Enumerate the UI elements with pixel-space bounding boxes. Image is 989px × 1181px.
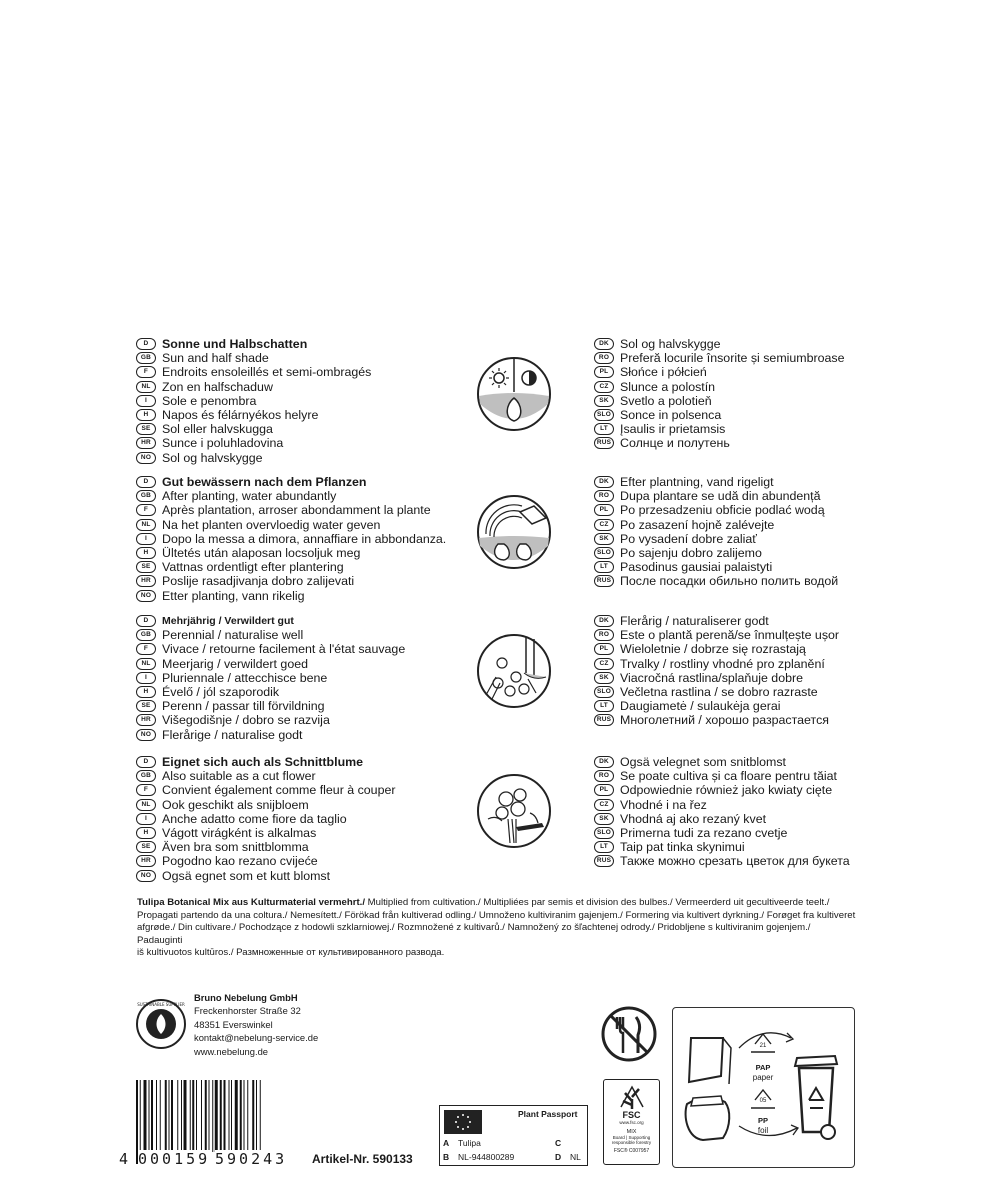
language-text: Trvalky / rostliny vhodné pro zplanění [620,656,825,671]
language-row [594,475,954,489]
language-code-badge: HR [136,855,156,867]
language-code-badge: RUS [594,437,614,449]
language-code-badge: I [136,533,156,545]
language-code-badge: F [136,643,156,655]
language-row [594,351,954,365]
watering-icon [476,494,552,570]
language-text: Pasodinus gausiai palaistyti [620,560,773,575]
language-text: Convient également comme fleur à couper [162,783,396,798]
language-row [594,614,954,628]
language-row [136,713,496,727]
multiplication-note [137,897,857,960]
recycling-box [672,1007,855,1168]
language-row [136,380,496,394]
language-code-badge: RUS [594,855,614,867]
language-code-badge: DK [594,756,614,768]
language-code-badge: F [136,366,156,378]
language-code-badge: SK [594,672,614,684]
pap-label: paper [752,1073,774,1082]
barcode-bar [229,1080,230,1152]
language-text: Sun and half shade [162,351,269,366]
barcode-bar [151,1080,153,1152]
fsc-line1: Board | Supporting [612,1135,651,1140]
language-text: Primerna tudi za rezano cvetje [620,825,788,840]
pp-label: foil [757,1126,769,1135]
language-text: Meerjarig / verwildert goed [162,656,308,671]
language-row [136,869,496,883]
fsc-code: FSC® C007957 [613,1148,650,1154]
language-code-badge: HR [136,575,156,587]
fsc-label [603,1079,660,1165]
language-text: Na het planten overvloedig water geven [162,517,381,532]
barcode-bar [235,1080,238,1152]
language-row [136,854,496,868]
language-row [136,475,496,489]
not-edible-icon [600,1005,658,1063]
language-text: Perennial / naturalise well [162,628,304,643]
language-text: After planting, water abundantly [162,489,337,504]
barcode-bar [205,1080,207,1152]
language-code-badge: SK [594,813,614,825]
language-code-badge: PL [594,504,614,516]
language-row [136,798,496,812]
language-text: Po vysadení dobre zaliať [620,531,757,546]
language-text: Pogodno kao rezano cvijeće [162,854,318,869]
language-code-badge: SK [594,533,614,545]
language-text: Vhodné i na řez [620,797,707,812]
sustainable-supplier-seal-icon [135,998,187,1050]
language-text: Este o plantă perenă/se înmulțește ușor [620,628,840,643]
language-text: Sonne und Halbschatten [162,337,308,351]
language-row [594,812,954,826]
company-city: 48351 Everswinkel [194,1018,273,1030]
language-code-badge: PL [594,643,614,655]
language-row [136,408,496,422]
barcode-bar [244,1080,245,1152]
language-code-badge: SE [136,700,156,712]
language-text: Vivace / retourne facilement à l'état sauvage [162,642,406,657]
language-row [136,769,496,783]
language-text: Daugiametė / sulaukėja gerai [620,699,781,714]
barcode-bar [144,1080,147,1152]
language-code-badge: NL [136,519,156,531]
language-text: Se poate cultiva și ca floare pentru tăiat [620,769,837,784]
language-row [594,560,954,574]
language-row [594,840,954,854]
multiplication-note-line: iš kultivuotos kultūros./ Размноженные от культивированного развода. [137,947,445,959]
language-row [594,394,954,408]
language-code-badge: H [136,547,156,559]
language-code-badge: PL [594,784,614,796]
language-row [594,408,954,422]
section-right-column [594,337,954,451]
language-text: Anche adatto come fiore da taglio [162,811,347,826]
language-code-badge: CZ [594,381,614,393]
barcode-bar [212,1080,213,1152]
language-text: Ogsä velegnet som snitblomst [620,755,786,769]
language-row [594,826,954,840]
language-text: Многолетний / хорошо разрастается [620,713,829,728]
language-text: Flerårige / naturalise godt [162,727,303,742]
multiplication-note-line: Multiplied from cultivation./ Multipliées par semis et division des bulbes./ Vermeerderd uit gecultiveerde teelt./ [365,897,830,908]
language-text: Mehrjährig / Verwildert gut [162,615,294,627]
language-text: Višegodišnje / dobro se razvija [162,713,330,728]
fsc-line2: responsible forestry [611,1140,652,1145]
language-text: Солнце и полутень [620,436,730,451]
language-code-badge: I [136,395,156,407]
language-row [136,503,496,517]
language-text: Įsaulis ir prietamsis [620,422,726,437]
language-text: Ogsä egnet som et kutt blomst [162,868,331,883]
language-row [136,728,496,742]
language-text: Ook geschikt als snijbloem [162,797,309,812]
language-row [594,422,954,436]
language-row [594,380,954,394]
language-row [594,685,954,699]
language-text: Etter planting, vann rikelig [162,588,305,603]
language-row [136,755,496,769]
pp-code: PP [757,1116,768,1125]
language-code-badge: GB [136,352,156,364]
language-row [594,642,954,656]
language-text: Poslije rasadjivanja dobro zalijevati [162,574,355,589]
language-code-badge: NO [136,729,156,741]
language-text: Taip pat tinka skynimui [620,840,745,855]
company-website: www.nebelung.de [194,1045,269,1057]
language-row [136,812,496,826]
barcode-bar [220,1080,222,1152]
language-text: Sol og halvskygge [620,337,721,351]
language-code-badge: GB [136,629,156,641]
section-right-column [594,475,954,589]
section-right-column [594,614,954,728]
language-text: Po zasazení hojně zalévejte [620,517,775,532]
language-code-badge: PL [594,366,614,378]
language-text: Eignet sich auch als Schnittblume [162,755,364,769]
language-row [594,574,954,588]
language-row [594,365,954,379]
language-code-badge: SE [136,423,156,435]
barcode-bar [181,1080,182,1152]
language-row [136,671,496,685]
pp-d-value: NL [570,1152,581,1162]
language-code-badge: SE [136,561,156,573]
language-row [136,351,496,365]
language-row [136,546,496,560]
barcode-bar [177,1080,178,1152]
language-text: Après plantation, arroser abondamment la plante [162,503,431,518]
fsc-mix: MIX [626,1129,637,1135]
pp-b-value: NL-944800289 [458,1152,515,1162]
language-row [594,489,954,503]
barcode-bar [160,1080,161,1152]
language-row [594,798,954,812]
barcode-bar [156,1080,157,1152]
language-row [594,713,954,727]
language-code-badge: NL [136,799,156,811]
pp-b-label: B [443,1152,450,1162]
language-code-badge: CZ [594,799,614,811]
language-row [594,546,954,560]
pap-code: PAP [755,1063,771,1072]
language-text: Vhodná aj ako rezaný kvet [620,811,767,826]
language-code-badge: CZ [594,658,614,670]
eu-flag-icon [444,1110,482,1134]
barcode-bar [209,1080,210,1152]
language-row [594,783,954,797]
language-code-badge: RUS [594,714,614,726]
language-code-badge: DK [594,615,614,627]
recycling-diagram [673,1008,854,1167]
barcode-first-digit: 4 [119,1150,131,1168]
language-code-badge: GB [136,770,156,782]
language-code-badge: D [136,338,156,350]
language-code-badge: NO [136,590,156,602]
cut-flower-icon [476,773,552,849]
language-row [136,840,496,854]
language-code-badge: CZ [594,519,614,531]
language-text: Večletna rastlina / se dobro razraste [620,684,818,699]
multiplication-note-bold: Tulipa Botanical Mix aus Kulturmaterial vermehrt./ [137,897,365,908]
barcode-bar [252,1080,254,1152]
language-text: Sol eller halvskugga [162,422,273,437]
pp-a-value: Tulipa [458,1138,481,1148]
fsc-site: www.fsc.org [619,1120,644,1125]
language-code-badge: LT [594,561,614,573]
language-row [594,657,954,671]
language-code-badge: RO [594,352,614,364]
language-code-badge: LT [594,423,614,435]
svg-text:SUSTAINABLE SUPPLIER: SUSTAINABLE SUPPLIER [137,1002,185,1007]
barcode-bar [169,1080,170,1152]
barcode-bar [165,1080,167,1152]
language-text: Efter plantning, vand rigeligt [620,475,774,489]
fsc-tree-icon [615,1083,649,1111]
language-code-badge: NL [136,381,156,393]
company-name: Bruno Nebelung GmbH [194,992,298,1003]
language-text: Also suitable as a cut flower [162,769,316,784]
language-text: Po sajenju dobro zalijemo [620,545,762,560]
language-code-badge: RUS [594,575,614,587]
language-row [136,451,496,465]
language-code-badge: GB [136,490,156,502]
company-email: kontakt@nebelung-service.de [194,1032,319,1044]
language-row [136,394,496,408]
barcode-bar [192,1080,194,1152]
pp-d-label: D [555,1152,562,1162]
language-row [136,489,496,503]
language-code-badge: D [136,476,156,488]
language-text: Po przesadzeniu obficie podlać wodą [620,503,825,518]
language-row [136,642,496,656]
section-left-column [136,614,496,742]
language-row [594,503,954,517]
language-row [136,422,496,436]
language-code-badge: SLO [594,409,614,421]
barcode-bar [149,1080,150,1152]
language-code-badge: I [136,672,156,684]
language-row [136,337,496,351]
language-code-badge: F [136,784,156,796]
language-text: Flerårig / naturaliserer godt [620,614,769,628]
language-text: Vágott virágként is alkalmas [162,825,317,840]
section-right-column [594,755,954,869]
language-text: Slunce a polostín [620,379,716,394]
language-code-badge: H [136,409,156,421]
language-code-badge: D [136,756,156,768]
language-row [594,699,954,713]
pp-a-label: A [443,1138,450,1148]
language-row [594,671,954,685]
section-left-column [136,475,496,603]
language-text: Sol og halvskygge [162,450,263,465]
language-code-badge: DK [594,338,614,350]
language-row [594,518,954,532]
article-number: Artikel-Nr. 590133 [312,1152,413,1166]
language-text: Wieloletnie / dobrze się rozrastają [620,642,806,657]
barcode-bar [215,1080,218,1152]
language-text: Sole e penombra [162,393,257,408]
language-code-badge: HR [136,714,156,726]
plant-passport [439,1105,588,1166]
language-code-badge: LT [594,700,614,712]
language-code-badge: SK [594,395,614,407]
company-street: Freckenhorster Straße 32 [194,1005,301,1017]
language-row [136,589,496,603]
language-row [136,699,496,713]
language-text: После посадки обильно полить водой [620,574,839,589]
language-row [594,854,954,868]
language-code-badge: F [136,504,156,516]
barcode-group-2: 590243 [215,1150,288,1168]
language-row [136,518,496,532]
language-code-badge: RO [594,490,614,502]
language-code-badge: H [136,686,156,698]
barcode-bar [240,1080,242,1152]
language-code-badge: SE [136,841,156,853]
language-row [594,436,954,450]
language-code-badge: NL [136,658,156,670]
language-text: Słońce i półcień [620,365,707,380]
language-code-badge: H [136,827,156,839]
barcode-bar [247,1080,248,1152]
barcode-bar [171,1080,173,1152]
language-row [136,685,496,699]
language-code-badge: RO [594,770,614,782]
language-code-badge: HR [136,437,156,449]
section-left-column [136,337,496,465]
multiplication-note-line: Propagati partendo da una coltura./ Nemesített./ Förökad från kultiverad odling./ Umnoženo kultiviranim gajenjem./ Formering via kultivert dyrkning./ Forøget fra kultiveret [137,909,856,921]
language-code-badge: DK [594,476,614,488]
language-text: Vattnas ordentligt efter plantering [162,560,344,575]
language-row [136,560,496,574]
language-row [594,769,954,783]
language-text: Также можно срезать цветок для букета [620,854,850,869]
language-row [594,337,954,351]
language-row [136,614,496,628]
language-text: Évelő / jól szaporodik [162,684,280,699]
language-text: Dupa plantare se udă din abundență [620,489,821,504]
language-code-badge: SLO [594,686,614,698]
sun-halfshade-icon [476,356,552,432]
language-text: Ültetés után alaposan locsoljuk meg [162,545,361,560]
language-text: Svetlo a polotieň [620,393,712,408]
language-row [594,532,954,546]
language-code-badge: I [136,813,156,825]
language-code-badge: D [136,615,156,627]
language-text: Sunce i poluhladovina [162,436,284,451]
language-text: Odpowiednie również jako kwiaty cięte [620,783,833,798]
language-code-badge: NO [136,870,156,882]
barcode-bar [190,1080,191,1152]
language-row [594,628,954,642]
language-text: Pluriennale / attecchisce bene [162,670,328,685]
language-row [136,628,496,642]
multiplication-note-line: afgrøde./ Din cultivare./ Pochodzące z hodowli szklarniowej./ Rozmnožené z kultivarů./ Namnožený zo šľachtenej odrody./ Pridobljene s kultiviranim gojenjem./ Padauginti [137,922,811,946]
language-text: Perenn / passar till förvildning [162,699,325,714]
company-info [194,991,318,1058]
language-text: Gut bewässern nach dem Pflanzen [162,475,367,489]
language-text: Sonce in polsenca [620,407,722,422]
language-code-badge: SLO [594,547,614,559]
barcode-group-1: 000159 [138,1150,211,1168]
language-code-badge: SLO [594,827,614,839]
language-row [136,436,496,450]
language-text: Viacročná rastlina/splaňuje dobre [620,670,803,685]
language-text: Napos és félárnyékos helyre [162,407,319,422]
section-left-column [136,755,496,883]
language-row [136,365,496,379]
language-row [136,783,496,797]
language-text: Endroits ensoleillés et semi-ombragés [162,365,372,380]
language-text: Även bra som snittblomma [162,840,309,855]
pp-number: 05 [759,1098,767,1104]
language-row [136,657,496,671]
language-row [136,826,496,840]
language-text: Zon en halfschaduw [162,379,273,394]
language-text: Preferă locurile însorite și semiumbroase [620,351,845,366]
barcode-bar [231,1080,232,1152]
language-row [594,755,954,769]
language-text: Dopo la messa a dimora, annaffiare in abbondanza. [162,531,447,546]
pp-c-label: C [555,1138,562,1148]
barcode-bar [224,1080,226,1152]
pap-number: 21 [759,1043,767,1049]
plant-passport-title: Plant Passport [518,1109,578,1119]
fsc-logo-text: FSC [622,1110,641,1120]
language-code-badge: LT [594,841,614,853]
language-row [136,532,496,546]
barcode-bar [184,1080,187,1152]
language-row [136,574,496,588]
language-code-badge: NO [136,452,156,464]
perennial-icon [476,633,552,709]
language-code-badge: RO [594,629,614,641]
